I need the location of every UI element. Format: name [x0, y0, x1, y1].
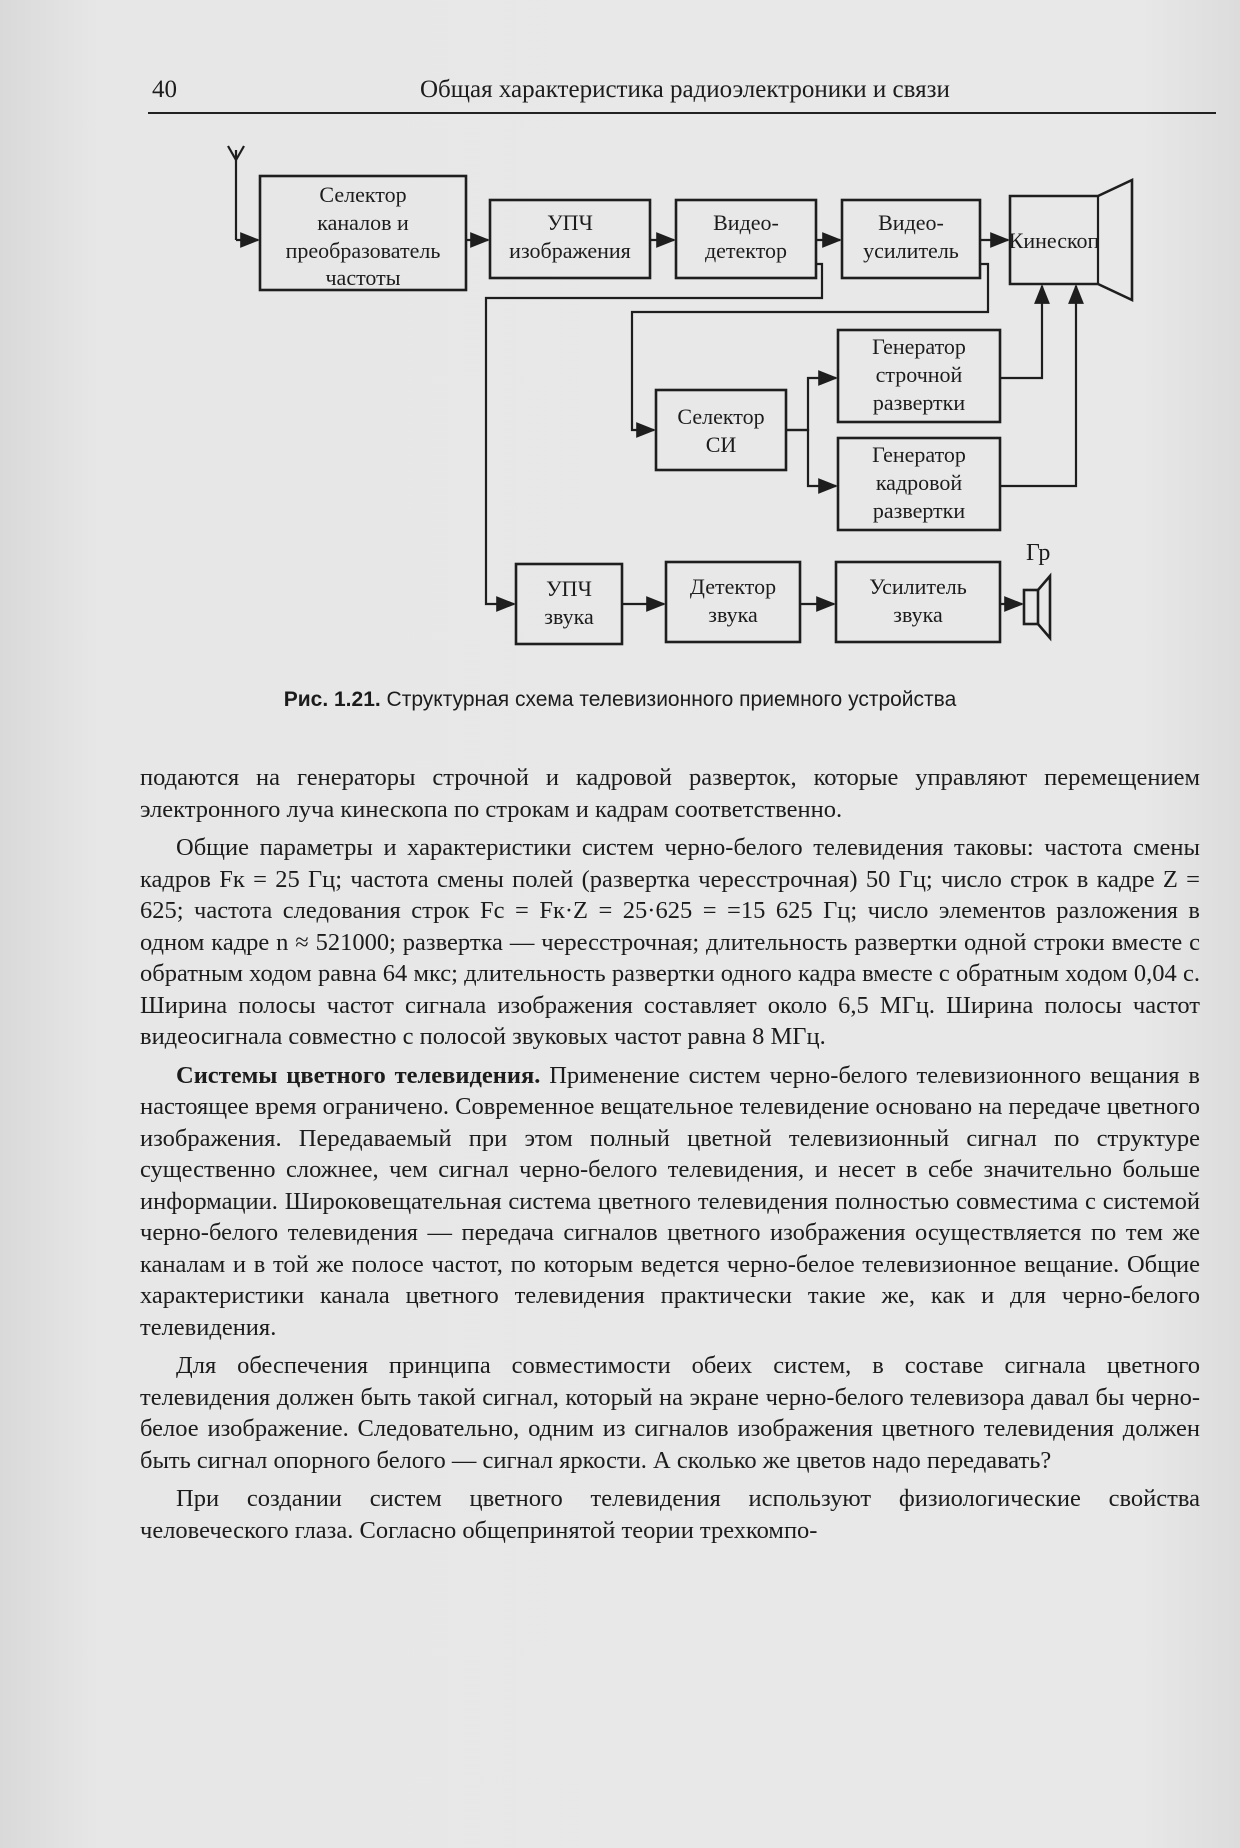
paragraph-5: При создании систем цветного телевидения используют физиологические свойства человеческого глаза. Согласно общепринятой теории трехкомпо- — [140, 1485, 1200, 1544]
block-kinescope-label: Кинескоп — [1008, 228, 1100, 253]
block-upch-sound-line1: УПЧ — [546, 576, 592, 601]
block-frame-generator-line2: кадровой — [875, 470, 963, 495]
block-channel-selector — [260, 176, 466, 290]
paragraph-1: подаются на генераторы строчной и кадровой разверток, которые управляют перемещением электронного луча кинескопа по строкам и кадрам соответственно. — [140, 764, 1200, 823]
figure-caption-text: Структурная схема телевизионного приемного устройства — [380, 688, 957, 711]
block-video-amplifier — [842, 200, 980, 278]
body-text — [140, 762, 1200, 1553]
block-channel-selector-line2: каналов и — [317, 210, 409, 235]
paragraph-4: Для обеспечения принципа совместимости обеих систем, в составе сигнала цветного телевидения должен быть такой сигнал, который на экране черно-белого телевизора давал бы черно-белое изображение. Следовательно, одним из сигналов изображения цветного телевидения должен быть сигнал опорного белого — сигнал яркости. А сколько же цветов надо передавать? — [140, 1352, 1200, 1474]
block-upch-image-line2: изображения — [509, 238, 631, 263]
block-line-generator-line1: Генератор — [872, 334, 966, 359]
block-frame-generator-line3: развертки — [872, 498, 966, 523]
antenna-icon — [228, 146, 258, 240]
block-video-detector-line1: Видео- — [713, 210, 779, 235]
block-sound-amplifier — [836, 562, 1000, 642]
block-sound-detector — [666, 562, 800, 642]
paragraph-3-term: Системы цветного телевидения. — [176, 1061, 541, 1089]
block-sound-amplifier-line2: звука — [893, 602, 943, 627]
block-line-generator — [838, 330, 1000, 422]
block-video-detector-line2: детектор — [704, 238, 788, 263]
block-sync-selector — [656, 390, 786, 470]
block-sound-amplifier-line1: Усилитель — [869, 574, 967, 599]
block-upch-sound — [516, 564, 622, 644]
block-channel-selector-line3: преобразователь — [285, 238, 441, 263]
block-video-amplifier-line2: усилитель — [863, 238, 959, 263]
block-frame-generator-line1: Генератор — [872, 442, 966, 467]
block-upch-image-line1: УПЧ — [547, 210, 593, 235]
block-video-amplifier-line1: Видео- — [878, 210, 944, 235]
loudspeaker-icon — [1024, 576, 1050, 638]
block-frame-generator — [838, 438, 1000, 530]
block-sound-detector-line1: Детектор — [689, 574, 777, 599]
block-channel-selector-line1: Селектор — [319, 182, 407, 207]
paragraph-2: Общие параметры и характеристики систем черно-белого телевидения таковы: частота смены кадров Fк = 25 Гц; частота смены полей (развертка чересстрочная) 50 Гц; число строк в кадре Z = 625; частота следования строк Fс = Fк·Z = 25·625 = =15 625 Гц; число элементов разложения в одном кадре n ≈ 521000; развертка — чересстрочная; длительность развертки одной строки вместе с обратным ходом равна 64 мкс; длительность развертки одного кадра вместе с обратным ходом 0,04 с. Ширина полосы частот сигнала изображения составляет около 6,5 МГц. Ширина полосы частот видеосигнала совместно с полосой звуковых частот равна 8 МГц. — [140, 834, 1200, 1050]
running-title: Общая характеристика радиоэлектроники и связи — [420, 76, 950, 103]
paragraph-3 — [140, 1060, 1200, 1344]
block-kinescope — [1009, 180, 1132, 300]
speaker-label: Гр — [1026, 540, 1051, 566]
tv-receiver-block-diagram — [0, 0, 1240, 700]
block-sync-selector-line1: Селектор — [677, 404, 765, 429]
block-line-generator-line2: строчной — [875, 362, 963, 387]
figure-caption — [0, 688, 1240, 712]
block-video-detector — [676, 200, 816, 278]
block-channel-selector-line4: частоты — [325, 265, 401, 290]
block-upch-sound-line2: звука — [544, 604, 594, 629]
block-sync-selector-line2: СИ — [705, 432, 737, 457]
block-sound-detector-line2: звука — [708, 602, 758, 627]
figure-caption-label: Рис. 1.21. — [283, 688, 381, 711]
block-line-generator-line3: развертки — [872, 390, 966, 415]
block-upch-image — [490, 200, 650, 278]
page-number: 40 — [152, 76, 177, 103]
paragraph-3-text: Применение систем черно-белого телевизионного вещания в настоящее время ограничено. Современное вещательное телевидение основано на передаче цветного изображения. Передаваемый при этом полный цветной телевизионный сигнал по структуре существенно сложнее, чем сигнал черно-белого телевидения, и несет в себе значительно больше информации. Широковещательная система цветного телевидения полностью совместима с системой черно-белого телевидения — передача сигналов цветного изображения осуществляется по тем же каналам и в той же полосе частот, по которым ведется черно-белое телевизионное вещание. Общие характеристики канала цветного телевидения практически такие же, как и для черно-белого телевидения. — [140, 1061, 1200, 1341]
